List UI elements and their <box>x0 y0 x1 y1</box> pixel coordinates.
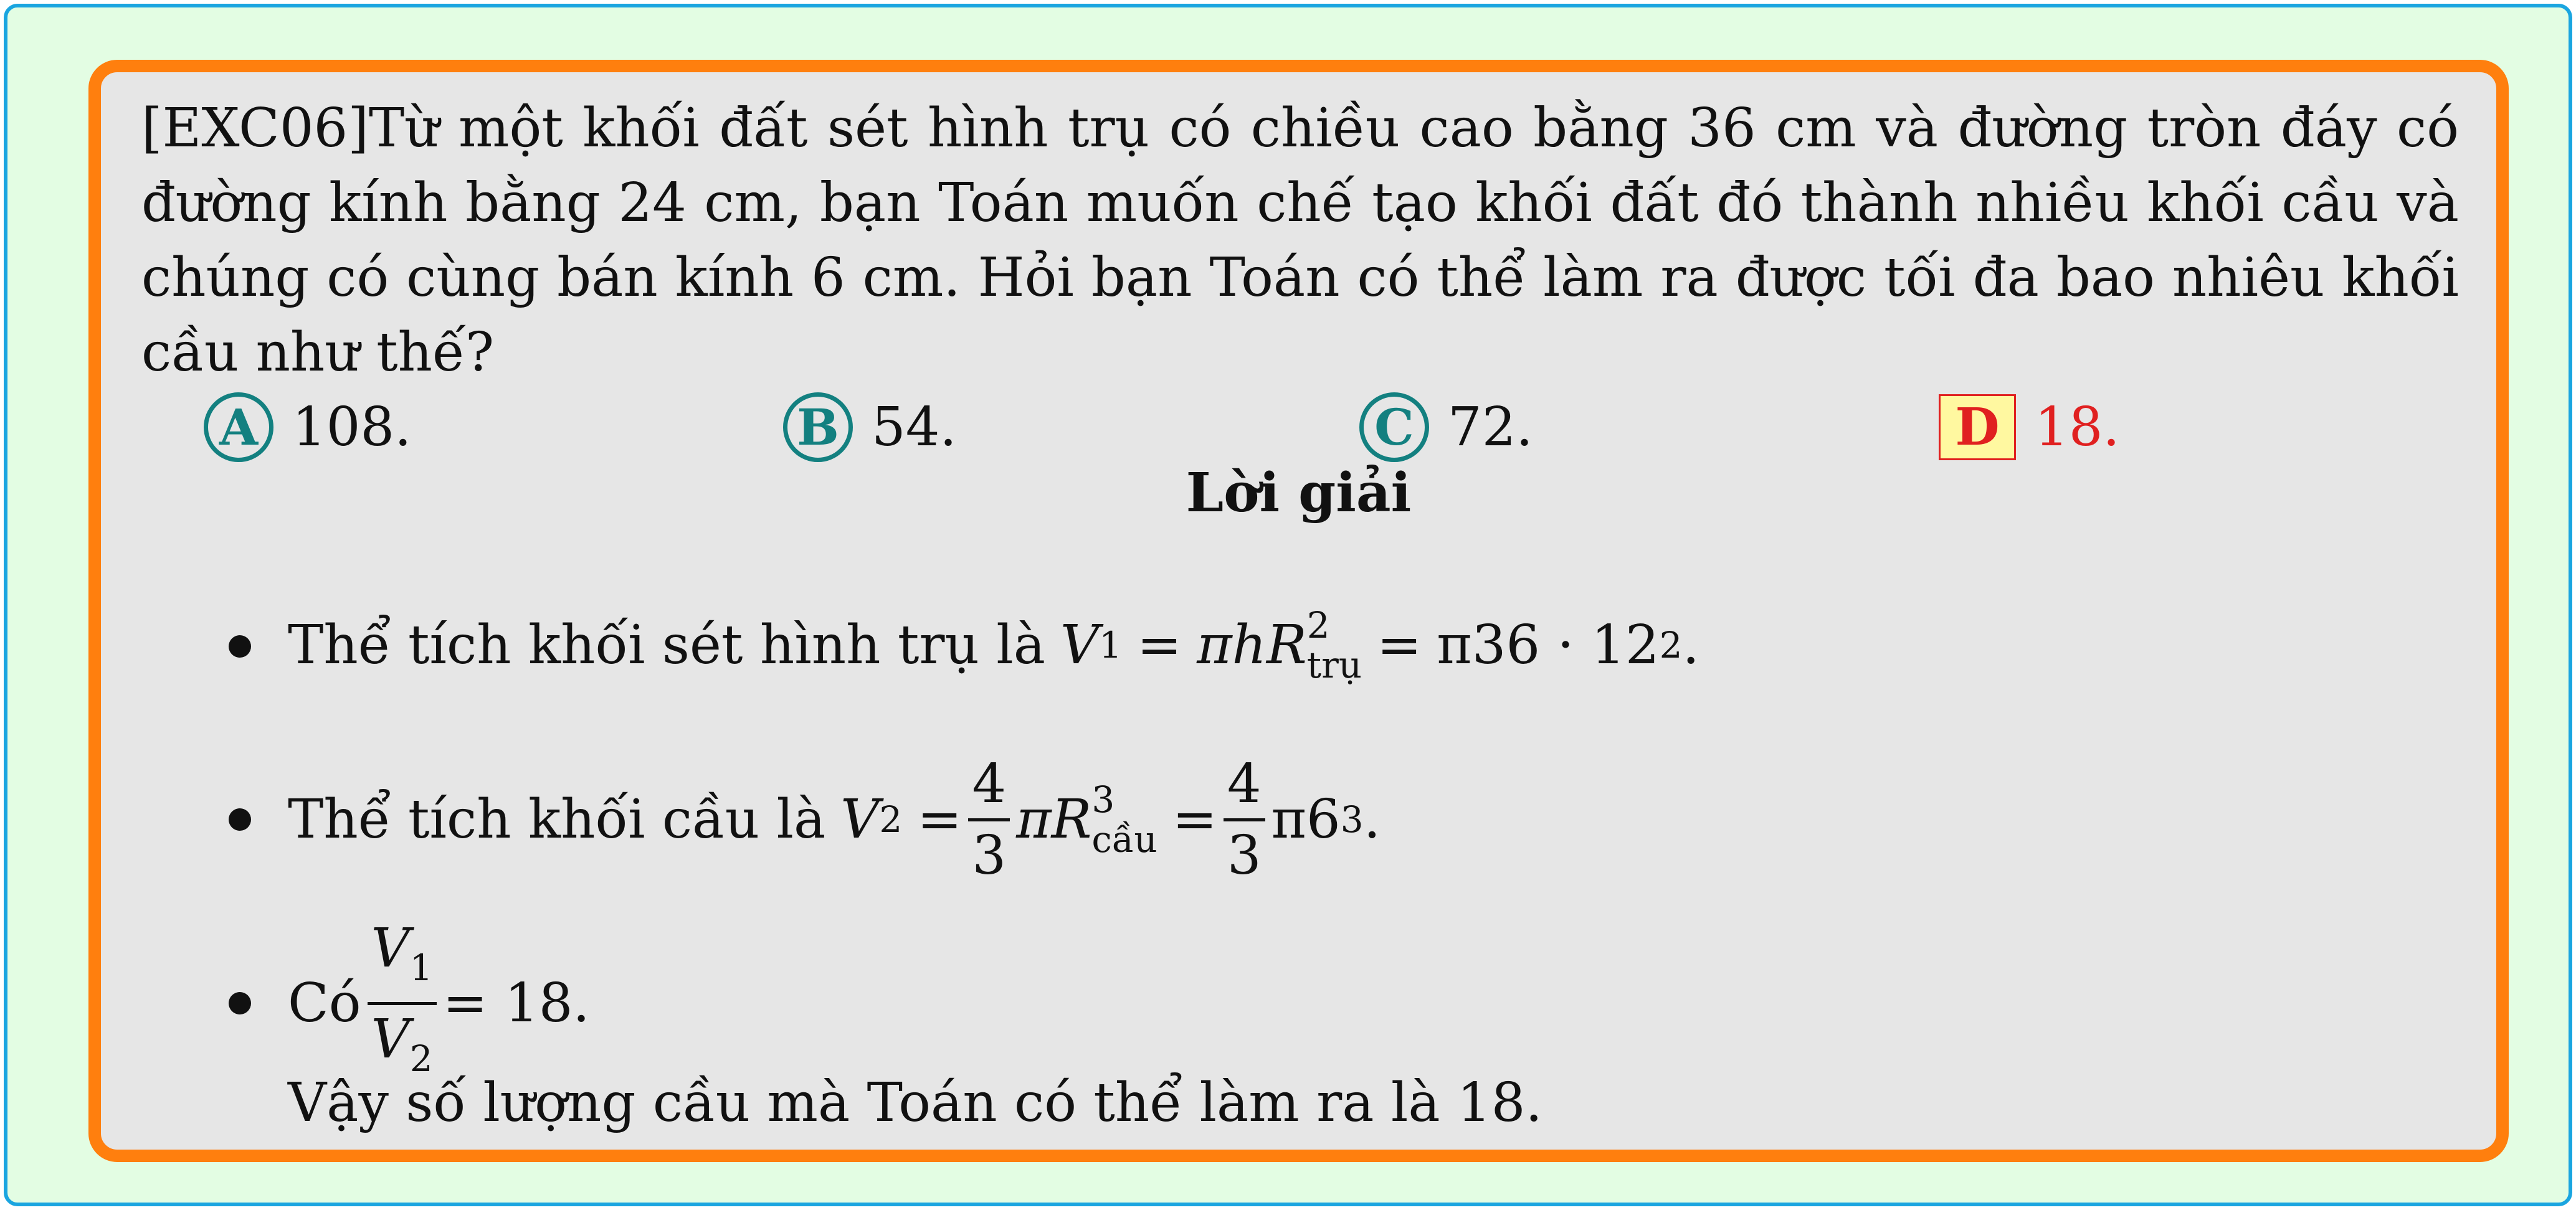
line2-end: . <box>1363 788 1381 851</box>
choice-b-text: 54. <box>872 396 957 458</box>
choice-a[interactable] <box>204 387 411 468</box>
line2-r-sup: 3 <box>1091 778 1115 821</box>
solution-line-sphere-volume <box>288 745 1381 894</box>
choice-a-text: 108. <box>292 396 412 458</box>
line2-rhs-sup: 3 <box>1340 798 1364 841</box>
solution-line-cylinder-volume <box>288 602 1699 689</box>
solution-line-ratio <box>288 917 590 1080</box>
choice-d-correct[interactable] <box>1939 387 2120 468</box>
line2-eq: = <box>917 788 962 851</box>
line2-frac-num: 4 <box>968 750 1010 821</box>
line1-prefix: Thể tích khối sét hình trụ là <box>288 614 1046 676</box>
line2-eq2: = <box>1172 788 1217 851</box>
line1-r-sub: trụ <box>1306 644 1362 686</box>
line2-frac2-num: 4 <box>1224 750 1265 821</box>
line3-prefix: Có <box>288 972 361 1034</box>
choice-d-text: 18. <box>2035 396 2120 458</box>
answer-choices <box>101 387 2496 468</box>
solution-conclusion: Vậy số lượng cầu mà Toán có thể làm ra là 18. <box>288 1072 1542 1134</box>
line1-rhs: π36 · 12 <box>1437 614 1660 676</box>
choice-b-badge: B <box>783 392 853 462</box>
line2-v-sub: 2 <box>879 798 903 841</box>
line1-v-sub: 1 <box>1099 624 1123 666</box>
bullet-dot-2 <box>229 808 251 831</box>
line3-rhs: = 18. <box>442 972 590 1034</box>
line3-frac-num <box>368 914 437 1005</box>
line2-frac2-den: 3 <box>1227 824 1262 887</box>
bullet-dot-1 <box>229 635 251 658</box>
line1-r-sup: 2 <box>1306 604 1330 646</box>
line3-num-sub: 1 <box>409 946 433 989</box>
line1-pi-h-r: πhR <box>1197 614 1307 676</box>
outer-frame <box>4 4 2572 1206</box>
line1-eq: = <box>1137 614 1182 676</box>
line3-den-v: V <box>371 1008 410 1071</box>
solution-title: Lời giải <box>1186 461 1412 524</box>
choice-c-text: 72. <box>1448 396 1533 458</box>
question-text: [EXC06]Từ một khối đất sét hình trụ có chiều cao bằng 36 cm và đường tròn đáy có đường kính bằng 24 cm, bạn Toán muốn chế tạo khối đất đó thành nhiều khối cầu và chúng có cùng bán kính 6 cm. Hỏi bạn Toán có thể làm ra được tối đa bao nhiêu khối cầu như thế? <box>141 97 2459 384</box>
line2-v: V <box>840 788 880 851</box>
line2-pi-r: πR <box>1016 788 1092 851</box>
exercise-card <box>88 60 2509 1162</box>
line3-den-sub: 2 <box>409 1037 433 1080</box>
line1-v: V <box>1060 614 1100 676</box>
choice-a-badge: A <box>204 392 273 462</box>
line2-fraction <box>968 750 1010 890</box>
line3-num-v: V <box>371 917 410 980</box>
line2-frac-den: 3 <box>972 824 1007 887</box>
line1-eq2: = <box>1377 614 1422 676</box>
line2-rhs: π6 <box>1271 788 1341 851</box>
line2-prefix: Thể tích khối cầu là <box>288 788 826 851</box>
choice-d-badge: D <box>1939 394 2016 460</box>
line1-end: . <box>1682 614 1699 676</box>
choice-b[interactable] <box>783 387 957 468</box>
line1-rhs-sup: 2 <box>1659 624 1683 666</box>
bullet-dot-3 <box>229 992 251 1014</box>
line2-r-sub: cầu <box>1091 818 1157 861</box>
line2-fraction-2 <box>1224 750 1265 890</box>
choice-c[interactable] <box>1359 387 1533 468</box>
choice-c-badge: C <box>1359 392 1429 462</box>
